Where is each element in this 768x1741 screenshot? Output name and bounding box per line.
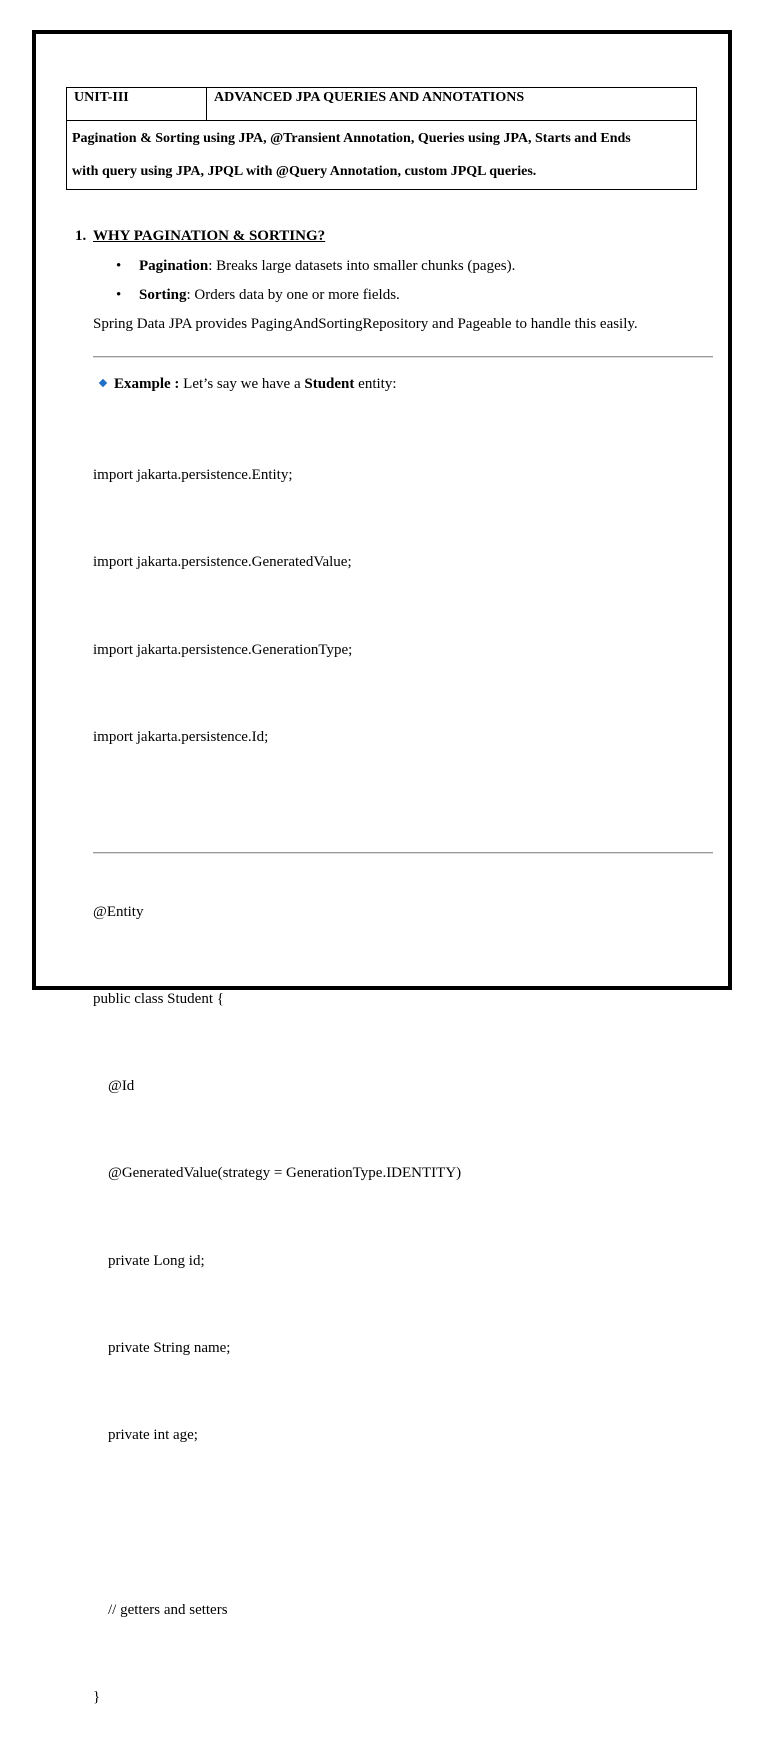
code-block: [93, 403, 461, 1741]
section-number: 1.: [75, 228, 87, 244]
unit-label: UNIT-III: [74, 90, 129, 105]
bullet-dot-icon: •: [116, 258, 122, 274]
code-line: import jakarta.persistence.Id;: [93, 729, 269, 746]
example-label: Example :: [114, 376, 180, 392]
unit-cell: [67, 88, 207, 121]
horizontal-rule: [93, 356, 713, 357]
code-line: [93, 1509, 461, 1538]
entity-name: Student: [304, 376, 355, 392]
diamond-bullet-icon: [99, 379, 107, 387]
code-line: import jakarta.persistence.Entity;: [93, 467, 293, 484]
topics-line-1: Pagination & Sorting using JPA, @Transient Annotation, Queries using JPA, Starts and Ends: [72, 131, 631, 146]
code-line: @Entity: [93, 903, 144, 920]
unit-header-table: [66, 87, 697, 190]
header-row: [67, 88, 696, 121]
example-line: Example : Let’s say we have a Student entity:: [93, 376, 396, 393]
horizontal-rule: [93, 852, 713, 853]
code-line: @GeneratedValue(strategy = GenerationType.IDENTITY): [93, 1165, 462, 1182]
code-line: private Long id;: [93, 1252, 205, 1269]
bullet-item-pagination: [116, 258, 515, 275]
unit-topics: [72, 122, 692, 188]
code-line: }: [93, 1689, 101, 1706]
section-title: WHY PAGINATION & SORTING?: [93, 228, 326, 244]
intro-paragraph: Spring Data JPA provides PagingAndSortingRepository and Pageable to handle this easily.: [93, 316, 638, 332]
section-heading: [75, 228, 325, 245]
code-line: private String name;: [93, 1340, 231, 1356]
bullet-dot-icon: •: [116, 287, 122, 303]
code-line: public class Student {: [93, 990, 224, 1007]
code-line: import jakarta.persistence.GenerationType;: [93, 641, 353, 658]
code-line: @Id: [93, 1078, 135, 1095]
bullet-text: : Breaks large datasets into smaller chunks (pages).: [208, 258, 516, 274]
bullet-item-sorting: [116, 287, 400, 304]
code-line: private int age;: [93, 1427, 198, 1444]
topics-line-2: with query using JPA, JPQL with @Query Annotation, custom JPQL queries.: [72, 164, 537, 179]
unit-title: ADVANCED JPA QUERIES AND ANNOTATIONS: [214, 90, 525, 105]
code-line: // getters and setters: [93, 1601, 228, 1618]
bullet-term: Pagination: [139, 258, 209, 274]
code-line: import jakarta.persistence.GeneratedValue;: [93, 554, 352, 571]
bullet-term: Sorting: [139, 287, 187, 303]
code-line: [93, 810, 461, 839]
bullet-text: : Orders data by one or more fields.: [186, 287, 400, 303]
